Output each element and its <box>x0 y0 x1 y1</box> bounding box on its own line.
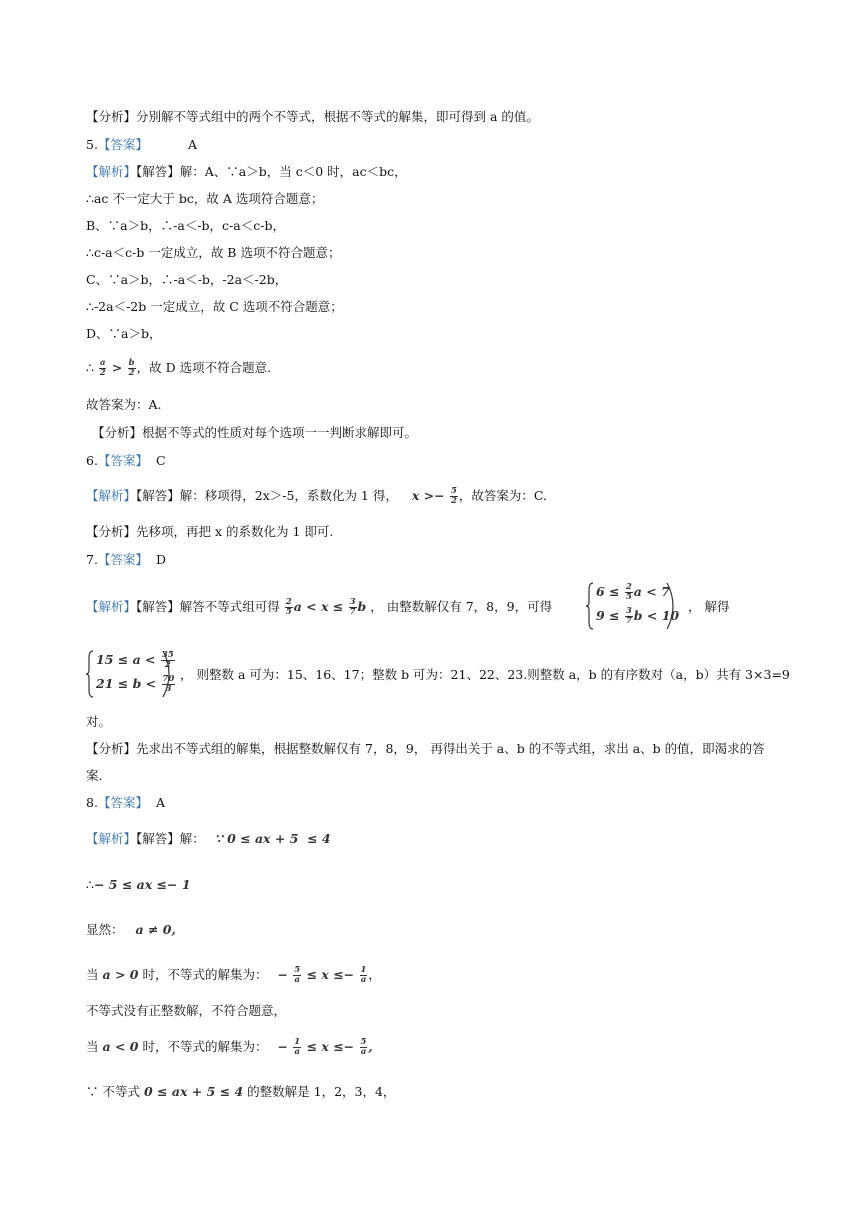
explain-bracket: 【解析】 <box>86 831 137 846</box>
solve-bracket: 【解答】 <box>136 164 180 179</box>
left-brace <box>586 582 594 630</box>
analysis-bracket: 【分析】 <box>86 109 137 124</box>
q5-formula: $\frac{a}{2}$ > $\frac{b}{2}$ <box>99 358 135 378</box>
q7-solve-b: ， 由整数解仅有 7，8，9，可得 <box>370 599 553 614</box>
q4-analysis-text: 分别解不等式组中的两个不等式，根据不等式的解集，即可得到 a 的值。 <box>136 109 539 124</box>
right-paren <box>162 650 170 698</box>
solve-bracket: 【解答】 <box>136 599 180 614</box>
q5-analysis-line <box>92 424 417 442</box>
q5-line-2: ∴ac 不一定大于 bc，故 A 选项符合题意； <box>86 191 324 206</box>
q8-l4-post: ， <box>368 967 381 982</box>
q7-solve-c: ， 解得 <box>688 599 730 614</box>
q5-line-9: 故答案为：A. <box>86 397 162 412</box>
q8-formula-3: a ≠ 0, <box>135 922 176 937</box>
q6-solve-post: ，故答案为：C. <box>458 488 547 503</box>
q5-solve-line-1 <box>86 163 407 181</box>
solve-bracket: 【解答】 <box>136 831 180 846</box>
q8-line-4 <box>86 966 381 985</box>
q5-line-6: ∴-2a＜-2b 一定成立，故 C 选项不符合题意； <box>86 299 343 314</box>
q6-solve-line <box>86 487 547 506</box>
q8-formula-4b: − $\frac{5}{a}$ ≤ x ≤− $\frac{1}{a}$ <box>277 965 367 985</box>
q8-l7-post: 的整数解是 1，2，3，4， <box>247 1084 396 1099</box>
q7-answer: D <box>155 552 166 567</box>
answer-bracket: 【答案】 <box>97 453 148 468</box>
q8-l4-mid: 时，不等式的解集为： <box>142 967 268 982</box>
q8-answer: A <box>155 795 165 810</box>
q7-analysis-text-1: 先求出不等式组的解集，根据整数解仅有 7，8，9， 再得出关于 a、b 的不等式组，求出 a、b 的值，即渴求的答 <box>136 741 765 756</box>
q8-l7-pre: ∵ 不等式 <box>86 1084 140 1099</box>
q5-l1: 解：A、∵a＞b，当 c＜0 时，ac＜bc， <box>179 164 407 179</box>
answer-bracket: 【答案】 <box>97 137 148 152</box>
q6-number: 6. <box>86 453 98 468</box>
explain-bracket: 【解析】 <box>86 488 137 503</box>
q5-number: 5. <box>86 137 98 152</box>
q7-system-1: 6 ≤ $\frac{2}{5}$ a < 7 9 ≤ $\frac{3}{7}$ b < 10 <box>586 580 676 632</box>
q7-answer-line <box>86 551 166 569</box>
solve-bracket: 【解答】 <box>136 488 180 503</box>
q8-line-7 <box>86 1083 395 1101</box>
q7-formula-1: $\frac{2}{5}$ a < x ≤ $\frac{3}{7}$ b <box>285 597 367 617</box>
explain-bracket: 【解析】 <box>86 164 137 179</box>
q6-answer: C <box>155 453 166 468</box>
q5-answer-line <box>86 136 197 154</box>
q5-analysis-text: 根据不等式的性质对每个选项一一判断求解即可。 <box>142 425 418 440</box>
q8-line-3 <box>86 921 176 939</box>
q8-formula-6a: a < 0 <box>102 1039 139 1054</box>
q5-l8-post: ，故 D 选项不符合题意. <box>136 360 272 375</box>
q7-analysis-line-2: 案. <box>86 768 103 783</box>
q5-line-4: ∴c-a＜c-b 一定成立，故 B 选项不符合题意； <box>86 245 341 260</box>
q8-l4-pre: 当 <box>86 967 99 982</box>
q7-solve-line-1 <box>86 598 552 617</box>
q6-solve-pre: 解：移项得，2x＞-5，系数化为 1 得， <box>179 488 398 503</box>
q7-solve-a: 解答不等式组可得 <box>179 599 280 614</box>
q6-analysis-text: 先移项，再把 x 的系数化为 1 即可. <box>136 524 334 539</box>
q8-formula-4a: a > 0 <box>102 967 139 982</box>
q5-line-8 <box>86 359 271 378</box>
analysis-bracket: 【分析】 <box>86 524 137 539</box>
q6-formula: x >− $\frac{5}{2}$ <box>411 486 457 506</box>
q8-l6-mid: 时，不等式的解集为： <box>142 1039 268 1054</box>
q6-analysis-line <box>86 523 333 541</box>
q8-answer-line <box>86 794 165 812</box>
left-brace <box>86 650 94 698</box>
answer-bracket: 【答案】 <box>97 795 148 810</box>
q8-formula-1: ∵ 0 ≤ ax + 5 ≤ 4 <box>214 831 331 846</box>
q8-formula-7: 0 ≤ ax + 5 ≤ 4 <box>143 1084 244 1099</box>
q5-line-7: D、∵a＞b， <box>86 326 162 341</box>
q8-solve-line-1 <box>86 830 331 848</box>
q8-line-2 <box>86 876 191 894</box>
explain-bracket: 【解析】 <box>86 599 137 614</box>
q5-answer: A <box>187 137 197 152</box>
q8-solve-pre: 解： <box>179 831 205 846</box>
q8-l6-pre: 当 <box>86 1039 99 1054</box>
analysis-bracket: 【分析】 <box>92 425 143 440</box>
q8-number: 8. <box>86 795 98 810</box>
q7-analysis-line-1 <box>86 740 765 758</box>
right-paren <box>666 582 674 630</box>
q5-line-5: C、∵a＞b，∴-a＜-b，-2a＜-2b， <box>86 272 288 287</box>
q7-solve-e: 对。 <box>86 714 112 729</box>
therefore-symbol: ∴ <box>86 360 94 375</box>
q4-analysis-line <box>86 108 539 126</box>
q5-line-3: B、∵a＞b，∴-a＜-b，c-a＜c-b， <box>86 218 285 233</box>
q8-formula-6b: − $\frac{1}{a}$ ≤ x ≤− $\frac{5}{a}$ , <box>277 1037 373 1057</box>
analysis-bracket: 【分析】 <box>86 741 137 756</box>
q8-l3-pre: 显然： <box>86 922 124 937</box>
q7-solve-d: ， 则整数 a 可为：15、16、17；整数 b 可为：21、22、23.则整数 a，b 的有序数对（a，b）共有 3×3=9 <box>180 667 790 682</box>
q7-system-2: 15 ≤ a < $\frac{35}{2}$ 21 ≤ b < $\frac{70}{3}$ <box>86 648 176 700</box>
q6-answer-line <box>86 452 166 470</box>
q8-formula-2: − 5 ≤ ax ≤− 1 <box>93 877 191 892</box>
q8-line-6 <box>86 1038 373 1057</box>
therefore-symbol: ∴ <box>86 877 94 892</box>
answer-bracket: 【答案】 <box>97 552 148 567</box>
q8-line-5: 不等式没有正整数解，不符合题意， <box>86 1003 287 1018</box>
q7-number: 7. <box>86 552 98 567</box>
